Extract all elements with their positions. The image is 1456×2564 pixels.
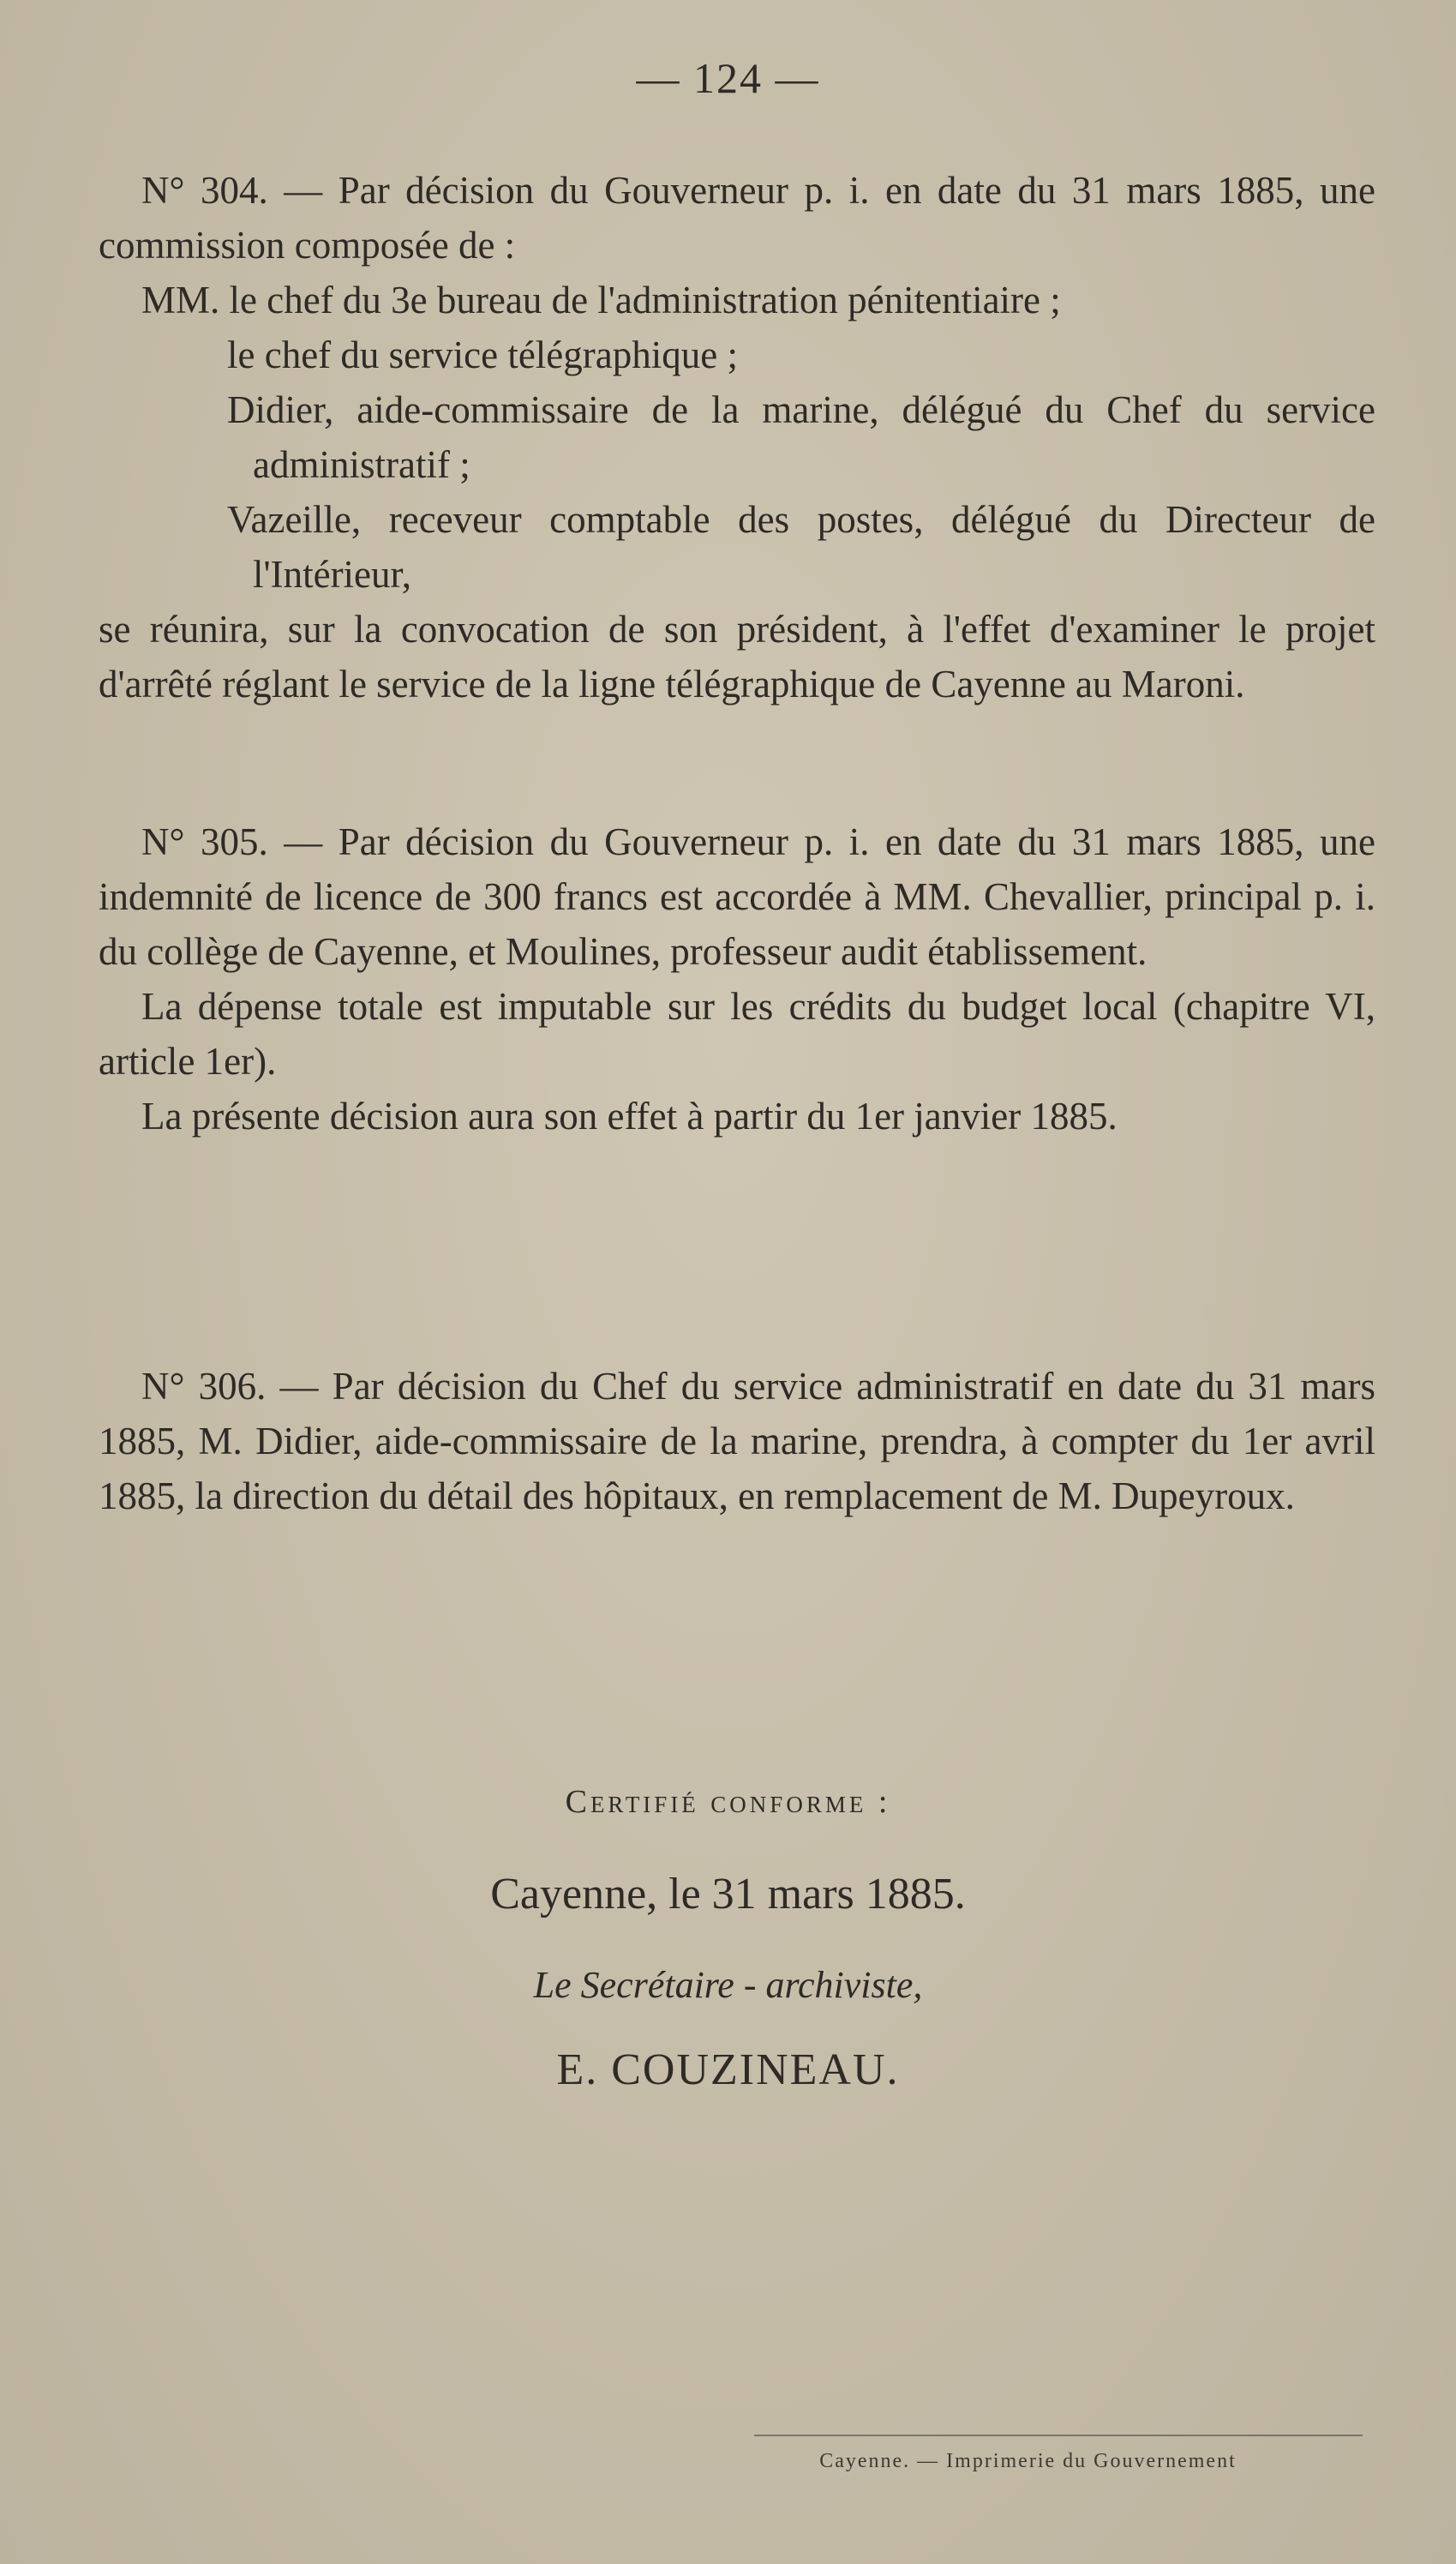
- decision-304-closing: se réunira, sur la convocation de son président, à l'effet d'examiner le projet d'arrêté réglant le service de la ligne télégraphique de Cayenne au Maroni.: [99, 608, 1375, 706]
- page-number: — 124 —: [636, 54, 820, 102]
- commission-member: le chef du service télégraphique ;: [227, 333, 738, 376]
- decision-304-opening: N° 304. — Par décision du Gouverneur p. i. en date du 31 mars 1885, une commission composée de :: [99, 169, 1375, 267]
- signatory-title: Le Secrétaire - archiviste,: [533, 1964, 923, 2006]
- decision-306: [99, 1359, 1375, 1523]
- decision-306-paragraph: N° 306. — Par décision du Chef du service administratif en date du 31 mars 1885, M. Didier, aide-commissaire de la marine, prendra, à compter du 1er avril 1885, la direction du détail des hôpitaux, en remplacement de M. Dupeyroux.: [99, 1365, 1375, 1517]
- decision-304: [99, 163, 1375, 712]
- signatory-name: E. COUZINEAU.: [556, 2045, 900, 2094]
- commission-member: Didier, aide-commissaire de la marine, délégué du Chef du service administratif ;: [227, 388, 1375, 486]
- printer-imprint: Cayenne. — Imprimerie du Gouvernement: [819, 2450, 1237, 2472]
- commission-member-list: [99, 273, 1375, 602]
- decision-305-paragraph: N° 305. — Par décision du Gouverneur p. i. en date du 31 mars 1885, une indemnité de licence de 300 francs est accordée à MM. Chevallier, principal p. i. du collège de Cayenne, et Moulines, professeur audit établissement.: [99, 820, 1375, 973]
- commission-member: Vazeille, receveur comptable des postes, délégué du Directeur de l'Intérieur,: [227, 498, 1375, 596]
- certification-place-date: Cayenne, le 31 mars 1885.: [490, 1870, 966, 1918]
- decision-305: [99, 814, 1375, 1144]
- footer-rule: [754, 2435, 1363, 2436]
- commission-member: MM. le chef du 3e bureau de l'administration pénitentiaire ;: [141, 279, 1061, 321]
- decision-305-paragraph: La présente décision aura son effet à partir du 1er janvier 1885.: [141, 1095, 1117, 1138]
- decision-305-paragraph: La dépense totale est imputable sur les crédits du budget local (chapitre VI, article 1er).: [99, 985, 1375, 1083]
- certification-heading: Certifié conforme :: [565, 1784, 891, 1820]
